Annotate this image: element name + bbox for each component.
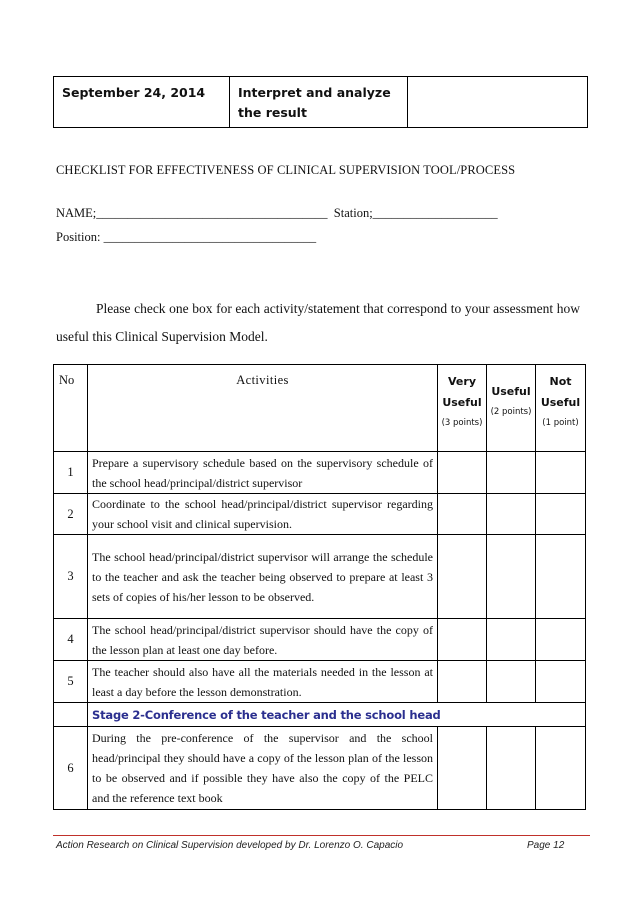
date-cell: September 24, 2014 [54, 77, 230, 127]
instructions-paragraph: Please check one box for each activity/statement that correspond to your assessment how useful this Clinical Supervision Model. [56, 301, 580, 344]
row-activity: The school head/principal/district supervisor will arrange the schedule to the teacher and ask the teacher being observed to prepare at least 3 sets of copies of his/her lesson to be observed. [88, 535, 438, 619]
header-useful-label: Useful [491, 385, 531, 398]
table-row [54, 535, 586, 619]
checklist-title: CHECKLIST FOR EFFECTIVENESS OF CLINICAL SUPERVISION TOOL/PROCESS [56, 163, 516, 177]
checkbox-very-useful[interactable] [438, 452, 487, 494]
table-row [54, 727, 586, 810]
header-no: No [54, 365, 88, 452]
row-activity: During the pre-conference of the supervisor and the school head/principal they should have a copy of the lesson plan of the lesson to be observed and if possible they have also the copy of the PELC and the reference text book [88, 727, 438, 810]
checkbox-very-useful[interactable] [438, 661, 487, 703]
page-number: Page 12 [527, 840, 565, 851]
checkbox-useful[interactable] [487, 619, 536, 661]
header-not-useful-label: Not Useful [540, 375, 581, 409]
header-useful [487, 365, 536, 452]
task-cell: Interpret and analyze the result [230, 77, 408, 127]
table-row [54, 452, 586, 494]
table-row [54, 619, 586, 661]
stage-heading-row [54, 703, 586, 727]
checkbox-useful[interactable] [487, 727, 536, 810]
checkbox-not-useful[interactable] [536, 727, 586, 810]
footer-rule [53, 835, 590, 836]
header-very-useful [438, 365, 487, 452]
header-useful-points: (2 points) [490, 407, 532, 417]
table-header-row [54, 365, 586, 452]
checkbox-very-useful[interactable] [438, 494, 487, 535]
header-very-useful-points: (3 points) [441, 418, 483, 428]
table-row [54, 494, 586, 535]
row-activity: The teacher should also have all the materials needed in the lesson at least a day before the lesson demonstration. [88, 661, 438, 703]
header-very-useful-label: Very Useful [442, 375, 482, 409]
remark-cell [408, 77, 587, 127]
checkbox-useful[interactable] [487, 452, 536, 494]
row-activity: Coordinate to the school head/principal/district supervisor regarding your school visit and clinical supervision. [88, 494, 438, 535]
position-field: Position: __________________________________ [56, 230, 317, 244]
checkbox-not-useful[interactable] [536, 619, 586, 661]
stage-heading: Stage 2-Conference of the teacher and the school head [88, 703, 586, 727]
header-activities: Activities [88, 365, 438, 452]
row-number: 5 [54, 661, 88, 703]
checklist-table [53, 364, 586, 810]
row-activity: Prepare a supervisory schedule based on the supervisory schedule of the school head/principal/district supervisor [88, 452, 438, 494]
name-station-field: NAME;_____________________________________ Station;____________________ [56, 206, 498, 220]
row-number: 4 [54, 619, 88, 661]
checkbox-not-useful[interactable] [536, 535, 586, 619]
checkbox-not-useful[interactable] [536, 661, 586, 703]
checkbox-not-useful[interactable] [536, 452, 586, 494]
checkbox-very-useful[interactable] [438, 727, 487, 810]
checkbox-useful[interactable] [487, 494, 536, 535]
header-info-table [53, 76, 588, 128]
checkbox-not-useful[interactable] [536, 494, 586, 535]
checkbox-useful[interactable] [487, 535, 536, 619]
header-not-useful [536, 365, 586, 452]
row-number: 1 [54, 452, 88, 494]
footer-text: Action Research on Clinical Supervision developed by Dr. Lorenzo O. Capacio [56, 840, 404, 851]
row-activity: The school head/principal/district supervisor should have the copy of the lesson plan at least one day before. [88, 619, 438, 661]
row-number: 6 [54, 727, 88, 810]
table-row [54, 661, 586, 703]
checkbox-very-useful[interactable] [438, 535, 487, 619]
header-not-useful-points: (1 point) [542, 418, 579, 428]
checkbox-useful[interactable] [487, 661, 536, 703]
row-number: 2 [54, 494, 88, 535]
stage-heading-spacer [54, 703, 88, 727]
row-number: 3 [54, 535, 88, 619]
checkbox-very-useful[interactable] [438, 619, 487, 661]
